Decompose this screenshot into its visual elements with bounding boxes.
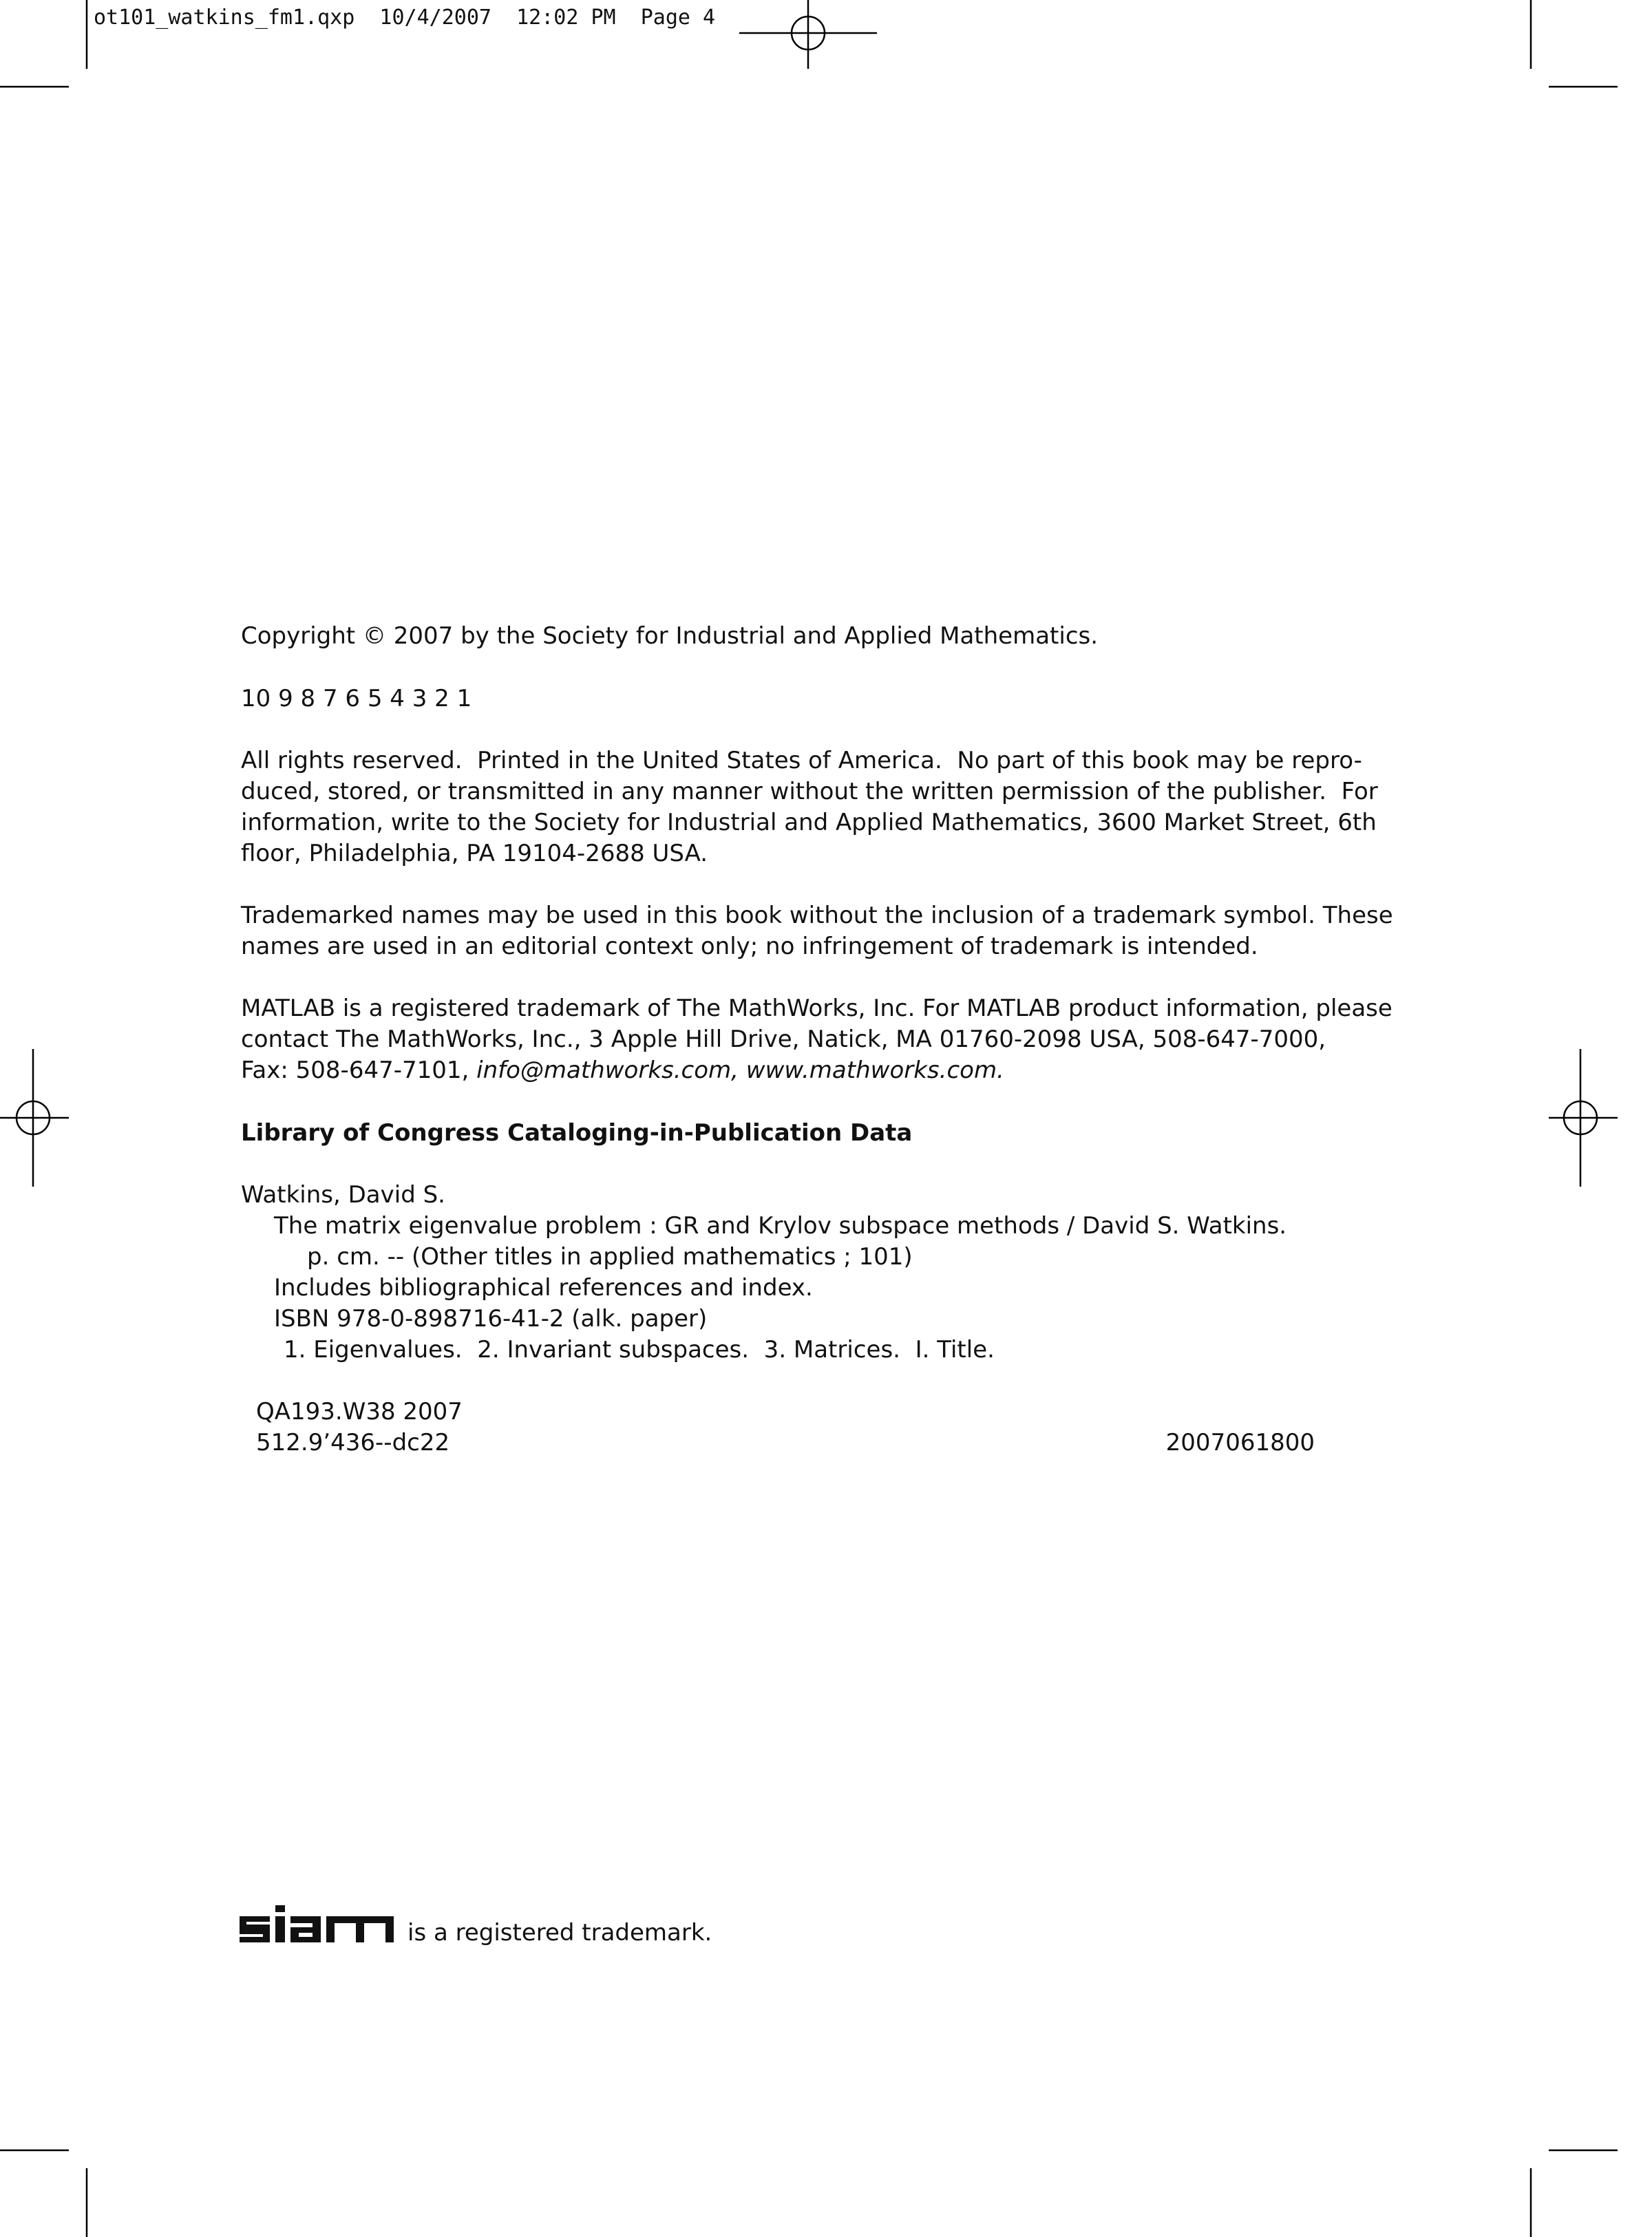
cip-heading: Library of Congress Cataloging-in-Publication Data (241, 1119, 913, 1147)
cip-bibliography: Includes bibliographical references and index. (274, 1274, 813, 1302)
rights-paragraph (241, 745, 1378, 869)
cip-lccn: 2007061800 (1165, 1429, 1315, 1456)
siam-trademark-line (238, 1904, 712, 1947)
rights-line: All rights reserved. Printed in the United States of America. No part of this book may be repro- (241, 747, 1362, 774)
copyright-notice (241, 621, 1356, 652)
matlab-line (241, 1055, 1356, 1086)
cip-lc-class: QA193.W38 2007 (256, 1398, 463, 1425)
rights-line: information, write to the Society for Industrial and Applied Mathematics, 3600 Market Street, 6th (241, 809, 1377, 836)
contact-links: info@mathworks.com, www.mathworks.com. (476, 1057, 1004, 1084)
rights-line: floor, Philadelphia, PA 19104-2688 USA. (241, 840, 708, 867)
trademark-caption: is a registered trademark. (407, 1919, 712, 1947)
cip-subjects: 1. Eigenvalues. 2. Invariant subspaces. 3. Matrices. I. Title. (284, 1336, 995, 1364)
print-slug: ot101_watkins_fm1.qxp 10/4/2007 12:02 PM Page 4 (94, 6, 716, 30)
printing-line-block (241, 683, 1356, 714)
fax-text: Fax: 508-647-7101, (241, 1057, 477, 1084)
matlab-line: MATLAB is a registered trademark of The MathWorks, Inc. For MATLAB product information, please (241, 995, 1392, 1022)
registration-mark-right (1549, 1049, 1618, 1187)
cip-classification (241, 1397, 1356, 1459)
trademark-line: names are used in an editorial context only; no infringement of trademark is intended. (241, 933, 1258, 960)
rights-line: duced, stored, or transmitted in any manner without the written permission of the publisher. For (241, 778, 1378, 805)
registration-mark-left (0, 1049, 69, 1187)
cip-isbn: ISBN 978-0-898716-41-2 (alk. paper) (274, 1305, 708, 1333)
cip-title: The matrix eigenvalue problem : GR and Krylov subspace methods / David S. Watkins. (274, 1212, 1287, 1240)
cip-heading-block (241, 1118, 1356, 1149)
trademark-paragraph (241, 900, 1393, 962)
matlab-paragraph (241, 993, 1392, 1086)
printing-number-line: 10 9 8 7 6 5 4 3 2 1 (241, 685, 472, 712)
copyright-line: Copyright © 2007 by the Society for Industrial and Applied Mathematics. (241, 622, 1099, 650)
cip-author: Watkins, David S. (241, 1181, 445, 1209)
cip-record (241, 1180, 1356, 1366)
matlab-line: contact The MathWorks, Inc., 3 Apple Hill Drive, Natick, MA 01760-2098 USA, 508-647-7000, (241, 1026, 1326, 1053)
siam-logo (238, 1904, 395, 1944)
cip-dewey: 512.9’436--dc22 (256, 1429, 450, 1456)
registration-mark-top (739, 0, 877, 69)
cip-series: p. cm. -- (Other titles in applied mathematics ; 101) (307, 1243, 913, 1271)
trademark-line: Trademarked names may be used in this book without the inclusion of a trademark symbol. These (241, 902, 1393, 929)
